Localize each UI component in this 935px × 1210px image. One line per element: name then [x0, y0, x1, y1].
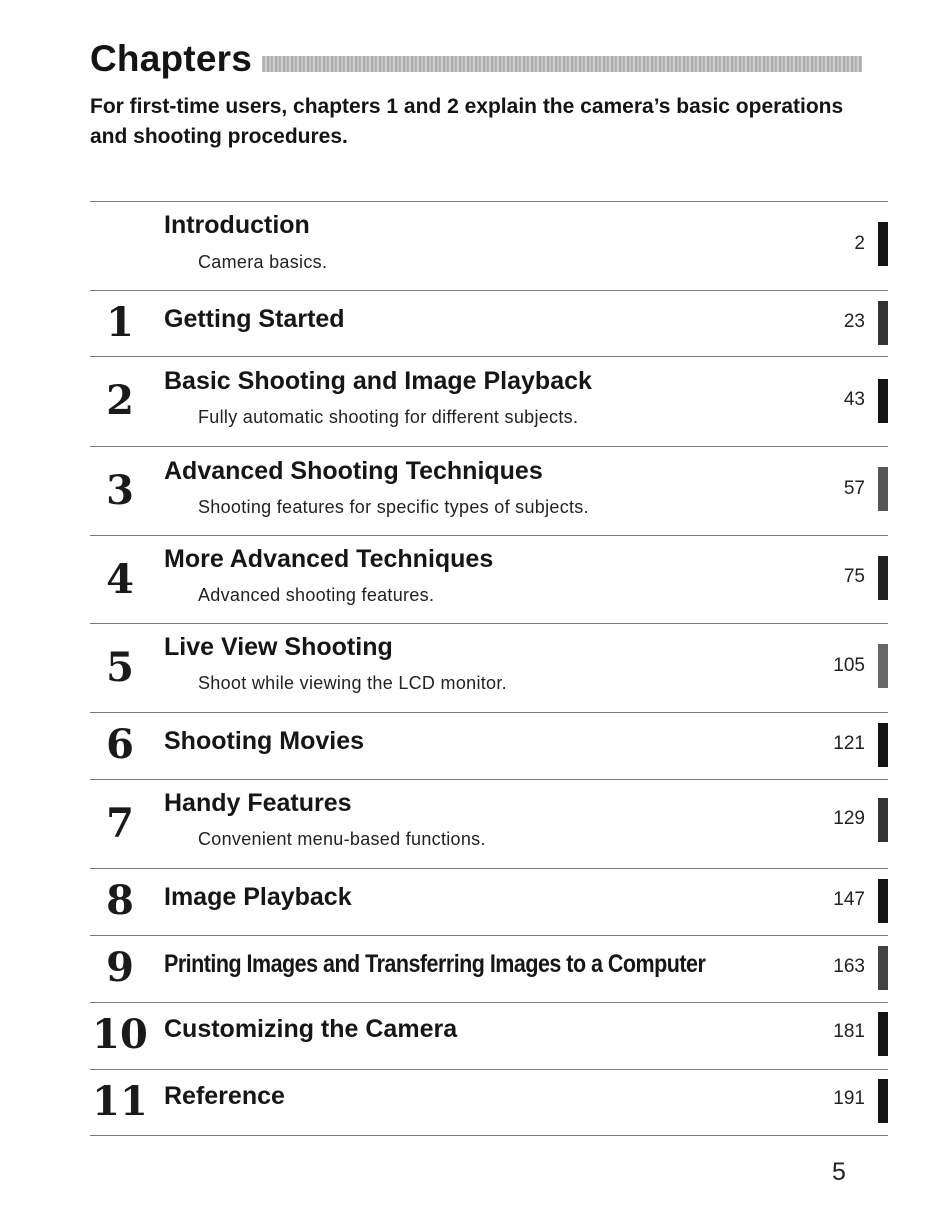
chapter-title[interactable]: Image Playback	[164, 883, 352, 911]
page-number: 5	[832, 1158, 846, 1186]
chapter-tab-marker	[878, 222, 888, 266]
chapter-tab-marker	[878, 644, 888, 688]
chapter-row-introduction[interactable]	[90, 201, 888, 290]
chapter-tab-marker	[878, 301, 888, 345]
chapter-row-1[interactable]	[90, 290, 888, 356]
chapter-row-4[interactable]	[90, 535, 888, 623]
chapter-number: 7	[106, 800, 134, 847]
chapter-title[interactable]: Shooting Movies	[164, 727, 364, 755]
chapter-page[interactable]: 121	[833, 733, 865, 754]
chapter-tab-marker	[878, 798, 888, 842]
chapter-page[interactable]: 57	[843, 478, 865, 499]
chapter-tab-marker	[878, 723, 888, 767]
chapter-row-9[interactable]	[90, 935, 888, 1002]
chapter-title[interactable]: Handy Features	[164, 789, 352, 817]
chapter-title[interactable]: Getting Started	[164, 305, 345, 333]
chapter-tab-marker	[878, 879, 888, 923]
chapter-title[interactable]: Reference	[164, 1082, 285, 1110]
chapter-tab-marker	[878, 379, 888, 423]
chapter-title[interactable]: Introduction	[164, 211, 310, 239]
chapter-description: Shooting features for specific types of subjects.	[198, 497, 589, 517]
title-row	[90, 38, 860, 86]
chapter-number: 9	[106, 944, 134, 991]
chapter-row-3[interactable]	[90, 446, 888, 535]
page-title: Chapters	[90, 38, 252, 79]
chapter-title[interactable]: Advanced Shooting Techniques	[164, 457, 543, 485]
chapter-page[interactable]: 105	[833, 655, 865, 676]
chapter-page[interactable]: 163	[833, 956, 865, 977]
chapter-tab-marker	[878, 467, 888, 511]
chapter-row-5[interactable]	[90, 623, 888, 712]
chapter-description: Camera basics.	[198, 252, 328, 272]
chapter-number: 1	[106, 299, 134, 346]
chapter-tab-marker	[878, 1012, 888, 1056]
chapter-description: Advanced shooting features.	[198, 585, 435, 605]
chapter-description: Shoot while viewing the LCD monitor.	[198, 673, 507, 693]
chapter-row-11[interactable]	[90, 1069, 888, 1136]
chapter-row-10[interactable]	[90, 1002, 888, 1069]
chapter-page[interactable]: 181	[833, 1021, 865, 1042]
title-decoration-bar	[262, 56, 862, 72]
chapter-number: 6	[106, 721, 134, 768]
chapter-number: 10	[92, 1011, 148, 1058]
chapter-title[interactable]: More Advanced Techniques	[164, 545, 494, 573]
chapter-page[interactable]: 129	[833, 808, 865, 829]
chapter-title[interactable]: Live View Shooting	[164, 633, 393, 661]
chapter-row-8[interactable]	[90, 868, 888, 935]
chapter-number: 3	[106, 467, 134, 514]
chapter-page[interactable]: 23	[843, 311, 865, 332]
chapter-page[interactable]: 147	[833, 889, 865, 910]
chapter-page[interactable]: 191	[833, 1088, 865, 1109]
chapter-page[interactable]: 75	[843, 566, 865, 587]
chapter-tab-marker	[878, 1079, 888, 1123]
chapter-number: 8	[106, 877, 134, 924]
chapter-list	[90, 201, 888, 1136]
intro-text: For first-time users, chapters 1 and 2 explain the camera’s basic operations and shooting procedures.	[90, 95, 844, 148]
chapter-description: Fully automatic shooting for different subjects.	[198, 407, 579, 427]
chapter-title[interactable]: Customizing the Camera	[164, 1015, 458, 1043]
chapter-page[interactable]: 43	[843, 389, 865, 410]
chapter-row-7[interactable]	[90, 779, 888, 868]
chapter-number: 2	[106, 377, 134, 424]
chapter-number: 4	[106, 556, 134, 603]
chapter-title[interactable]: Basic Shooting and Image Playback	[164, 367, 592, 395]
chapter-title[interactable]: Printing Images and Transferring Images to a Computer	[164, 950, 706, 978]
chapter-tab-marker	[878, 556, 888, 600]
chapter-description: Convenient menu-based functions.	[198, 829, 486, 849]
chapter-tab-marker	[878, 946, 888, 990]
chapter-page[interactable]: 2	[854, 233, 865, 254]
chapter-number: 5	[106, 644, 134, 691]
chapter-row-6[interactable]	[90, 712, 888, 779]
chapter-number: 11	[92, 1078, 148, 1125]
chapter-row-2[interactable]	[90, 356, 888, 446]
